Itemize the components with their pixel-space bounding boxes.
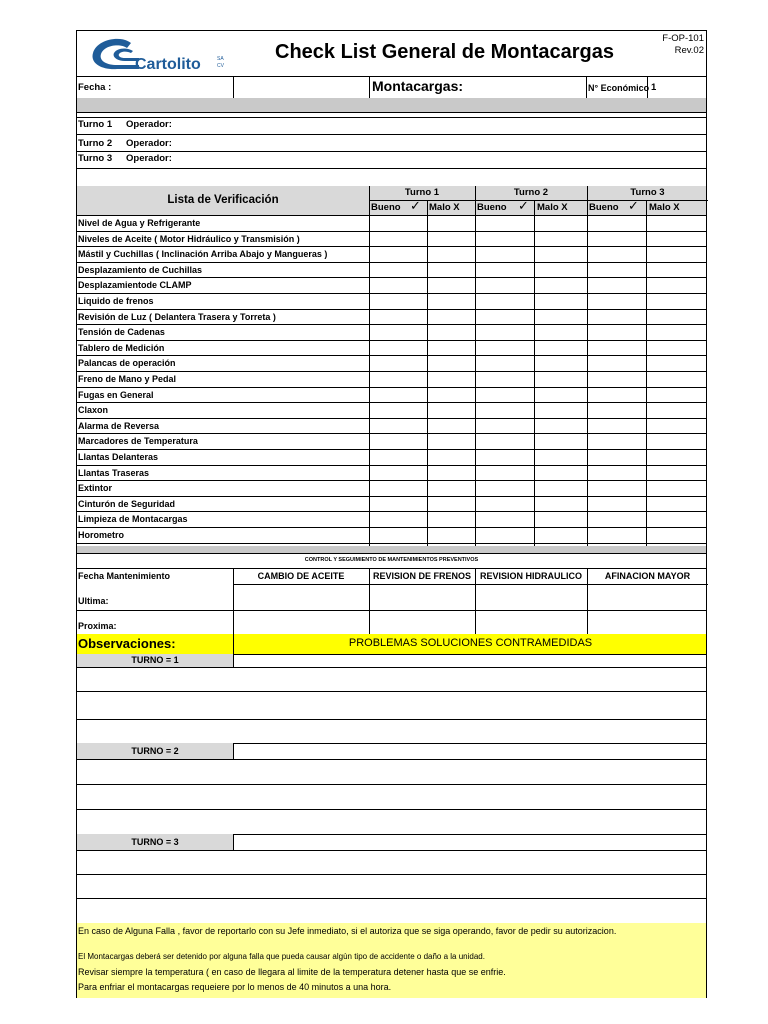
mantenimiento-heading: CONTROL Y SEGUIMIENTO DE MANTENIMIENTOS PREVENTIVOS xyxy=(304,557,479,563)
malo-label: Malo X xyxy=(537,202,568,213)
footer-note: En caso de Alguna Falla , favor de reportarlo con su Jefe inmediato, si el autoriza que se siga operando, favor de pedir su autorizacion. xyxy=(78,926,617,936)
mantenimiento-column: REVISION DE FRENOS xyxy=(372,571,471,581)
checklist-sheet xyxy=(76,30,707,998)
checklist-item-label: Llantas Delanteras xyxy=(78,452,159,462)
checklist-item-label: Marcadores de Temperatura xyxy=(78,436,198,447)
observaciones-label: Observaciones: xyxy=(78,636,176,651)
shift-header: Turno 1 xyxy=(404,187,440,198)
company-name: Cartolito xyxy=(135,56,201,73)
checklist-item-label: Desplazamiento de Cuchillas xyxy=(78,264,203,275)
mantenimiento-column: CAMBIO DE ACEITE xyxy=(257,571,345,581)
economico-value: 1 xyxy=(651,82,657,93)
revision: Rev.02 xyxy=(674,45,704,56)
checklist-item-label: Mástil y Cuchillas ( Inclinación Arriba Abajo y Mangueras ) xyxy=(78,249,328,260)
checklist-item-label: Liquido de frenos xyxy=(78,296,154,306)
malo-label: Malo X xyxy=(649,202,680,213)
checklist-item-label: Claxon xyxy=(78,405,109,416)
gray-band xyxy=(77,546,706,553)
checklist-item-label: Horometro xyxy=(78,530,125,540)
footer-note: Revisar siempre la temperatura ( en caso de llegara al limite de la temperatura detener hasta que se enfrie. xyxy=(78,967,506,977)
mantenimiento-column: REVISION HIDRAULICO xyxy=(479,571,582,581)
checklist-item-label: Nivel de Agua y Refrigerante xyxy=(78,218,201,228)
observaciones-subtitle: PROBLEMAS SOLUCIONES CONTRAMEDIDAS xyxy=(348,637,593,649)
checklist-item-label: Revisión de Luz ( Delantera Trasera y Torreta ) xyxy=(78,311,276,322)
turno-label: Turno 3 xyxy=(78,153,113,164)
bueno-label: Bueno xyxy=(477,202,507,213)
malo-label: Malo X xyxy=(429,202,460,213)
checklist-item-label: Cinturón de Seguridad xyxy=(78,498,176,509)
check-mark-icon: ✓ xyxy=(410,198,421,213)
bueno-label: Bueno xyxy=(371,202,401,213)
turno-label: Turno 1 xyxy=(78,119,113,130)
checklist-item-label: Niveles de Aceite ( Motor Hidráulico y Transmisión ) xyxy=(78,233,300,244)
company-suffix-bottom: CV xyxy=(217,63,224,69)
checklist-item-label: Freno de Mano y Pedal xyxy=(78,374,177,384)
ultima-label: Ultima: xyxy=(78,596,109,606)
fecha-label: Fecha : xyxy=(78,82,112,93)
turno-label: Turno 2 xyxy=(78,138,113,149)
economico-label: N° Económico xyxy=(588,83,650,93)
operador-label: Operador: xyxy=(126,138,172,149)
operador-label: Operador: xyxy=(126,153,172,164)
page-title: Check List General de Montacargas xyxy=(275,41,615,63)
checklist-item-label: Tensión de Cadenas xyxy=(78,327,165,338)
checklist-item-label: Tablero de Medición xyxy=(78,342,165,353)
company-suffix-top: SA xyxy=(217,56,224,62)
checklist-heading: Lista de Verificación xyxy=(167,194,279,206)
bueno-label: Bueno xyxy=(589,202,619,213)
turno-box-label: TURNO = 2 xyxy=(131,746,179,756)
montacargas-label: Montacargas: xyxy=(372,78,464,94)
check-mark-icon: ✓ xyxy=(628,198,639,213)
shift-header: Turno 2 xyxy=(513,187,549,198)
checklist-item-label: Extintor xyxy=(78,483,113,494)
footer-note: Para enfriar el montacargas requeiere por lo menos de 40 minutos a una hora. xyxy=(78,982,392,992)
footer-note: El Montacargas deberá ser detenido por alguna falla que pueda causar algùn tipo de accidente o daño a la unidad. xyxy=(78,952,485,961)
mantenimiento-column: AFINACION MAYOR xyxy=(604,571,691,581)
mantenimiento-column: Fecha Mantenimiento xyxy=(78,571,171,581)
checklist-item-label: Limpieza de Montacargas xyxy=(78,514,188,525)
company-logo xyxy=(87,37,227,75)
form-code: F-OP-101 xyxy=(662,33,704,44)
checklist-item-label: Llantas Traseras xyxy=(78,467,150,478)
operador-label: Operador: xyxy=(126,119,172,130)
footer-notes xyxy=(77,923,706,998)
shift-header: Turno 3 xyxy=(630,187,665,198)
gray-band xyxy=(77,98,706,112)
proxima-label: Proxima: xyxy=(78,621,117,631)
check-mark-icon: ✓ xyxy=(518,198,529,213)
checklist-item-label: Palancas de operación xyxy=(78,358,176,369)
checklist-item-label: Alarma de Reversa xyxy=(78,420,160,431)
turno-box-label: TURNO = 3 xyxy=(131,837,179,847)
turno-box-label: TURNO = 1 xyxy=(131,655,179,665)
checklist-item-label: Fugas en General xyxy=(78,389,154,400)
checklist-item-label: Desplazamientode CLAMP xyxy=(78,280,192,291)
